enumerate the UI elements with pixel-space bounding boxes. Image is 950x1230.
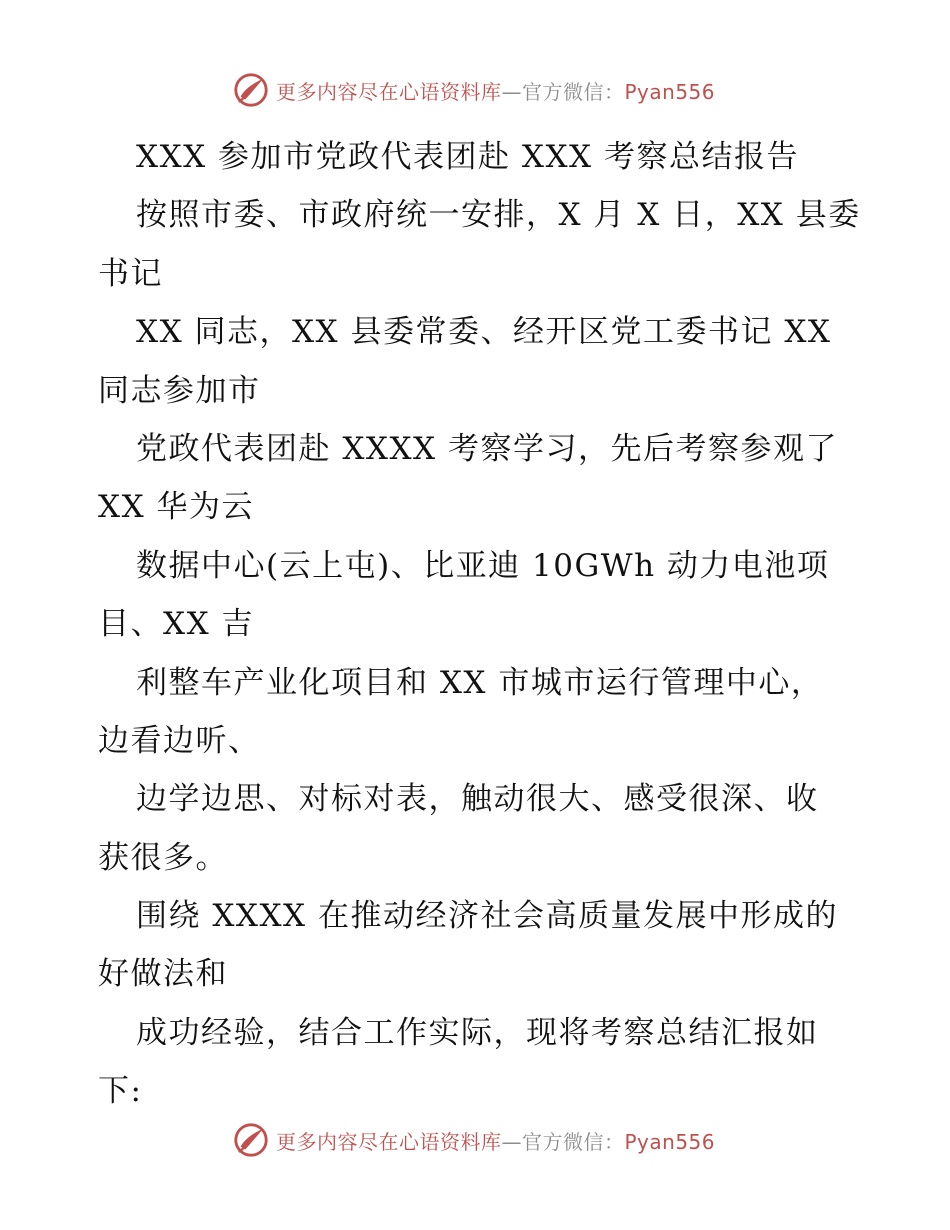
banner-text <box>276 1126 715 1155</box>
pen-logo-icon <box>232 1121 270 1159</box>
text-line: 下: <box>98 1073 143 1110</box>
text-line: 目、XX 吉 <box>98 606 254 643</box>
text-line: 党政代表团赴 XXXX 考察学习，先后考察参观了 <box>136 430 838 467</box>
banner-wechat-id: Pyan556 <box>624 1129 716 1154</box>
banner-dash: — <box>501 79 522 104</box>
footer-watermark-banner <box>232 1120 752 1160</box>
text-line: XX 同志，XX 县委常委、经开区党工委书记 XX <box>136 314 832 351</box>
text-line: XX 华为云 <box>98 489 254 526</box>
text-line: 边看边听、 <box>98 722 261 759</box>
text-line: 获很多。 <box>98 839 228 876</box>
banner-wechat-label: 官方微信： <box>522 79 625 104</box>
banner-dash: — <box>501 1129 522 1154</box>
text-line: 按照市委、市政府统一安排，X 月 X 日，XX 县委 <box>136 197 861 234</box>
text-line: 利整车产业化项目和 XX 市城市运行管理中心， <box>136 664 824 701</box>
header-watermark-banner <box>232 70 752 110</box>
text-line: 书记 <box>98 255 163 292</box>
text-line: 成功经验，结合工作实际，现将考察总结汇报如 <box>136 1014 819 1051</box>
banner-title: 更多内容尽在心语资料库 <box>276 1129 502 1154</box>
banner-wechat-label: 官方微信： <box>522 1129 625 1154</box>
text-line: XXX 参加市党政代表团赴 XXX 考察总结报告 <box>136 139 799 175</box>
text-line: 同志参加市 <box>98 372 261 409</box>
pen-logo-icon <box>232 71 270 109</box>
banner-wechat-id: Pyan556 <box>624 79 716 104</box>
text-line: 好做法和 <box>98 956 228 993</box>
text-line: 数据中心(云上屯)、比亚迪 10GWh 动力电池项 <box>136 547 830 584</box>
banner-title: 更多内容尽在心语资料库 <box>276 79 502 104</box>
text-line: 围绕 XXXX 在推动经济社会高质量发展中形成的 <box>136 898 838 935</box>
document-body <box>98 128 861 1121</box>
banner-text <box>276 76 715 105</box>
text-line: 边学边思、对标对表，触动很大、感受很深、收 <box>136 781 819 818</box>
